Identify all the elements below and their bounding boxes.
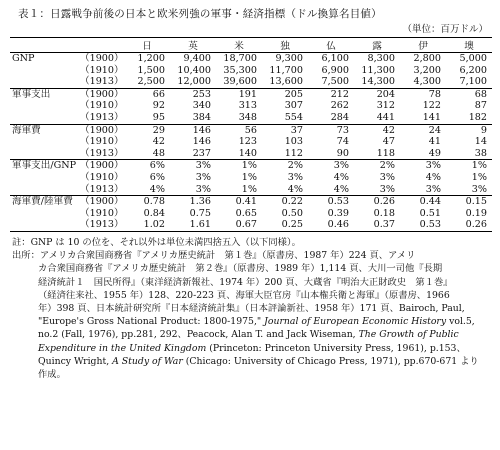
value-cell: 2% <box>354 160 400 172</box>
indicator-name <box>10 65 76 77</box>
source-line: 年）398 頁、日本統計研究所『日本経済統計集』（日本評論新社、1958 年）171 頁、Bairoch, Paul, <box>38 302 465 314</box>
value-cell: 0.50 <box>281 207 303 219</box>
value-cell: 2% <box>262 160 308 172</box>
value-cell: 0.22 <box>262 196 308 208</box>
year-cell: （1900） <box>76 124 124 136</box>
value-cell: 3% <box>195 183 211 195</box>
year-cell: （1913） <box>80 111 124 123</box>
value-cell: 0.51 <box>419 207 441 219</box>
value-cell: 1.02 <box>124 219 170 231</box>
table-row <box>10 100 492 112</box>
value-cell: 554 <box>284 111 303 123</box>
year-cell: （1910） <box>80 64 124 76</box>
header-italy: 伊 <box>400 38 446 53</box>
value-cell: 3% <box>425 183 441 195</box>
value-cell: 12,000 <box>177 76 211 88</box>
year-cell: （1900） <box>76 160 124 172</box>
value-cell: 0.41 <box>216 196 262 208</box>
year-cell: （1913） <box>80 147 124 159</box>
year-cell: （1910） <box>80 171 124 183</box>
value-cell: 1% <box>446 160 492 172</box>
value-cell: 0.15 <box>446 196 492 208</box>
source-line: （経済往来社、1955 年）128、220-223 頁、海軍大臣官房『山本権兵衛と海軍』（原書房、1966 <box>38 289 450 301</box>
value-cell: 1% <box>241 171 257 183</box>
source-line <box>12 342 496 355</box>
value-cell: 78 <box>400 88 446 100</box>
value-cell: 3% <box>379 171 395 183</box>
indicator-name: 軍事支出 <box>10 88 76 100</box>
value-cell: 37 <box>262 124 308 136</box>
value-cell: 6,200 <box>459 64 487 76</box>
value-cell: 441 <box>376 111 395 123</box>
value-cell: 122 <box>422 100 441 112</box>
value-cell: 42 <box>152 136 165 148</box>
value-cell: 313 <box>238 100 257 112</box>
value-cell: 5,000 <box>459 53 487 64</box>
table-row <box>10 184 492 196</box>
indicator-name <box>10 219 76 231</box>
indicator-name <box>10 76 76 88</box>
value-cell: 0.53 <box>308 196 354 208</box>
source-text: "Europe's Gross National Product: 1800-1975," <box>38 316 265 328</box>
value-cell: 3% <box>308 160 354 172</box>
value-cell: 66 <box>124 88 170 100</box>
value-cell: 112 <box>284 147 303 159</box>
value-cell: 0.65 <box>235 207 257 219</box>
value-cell: 4% <box>149 183 165 195</box>
indicator-name: 海軍費 <box>10 124 76 136</box>
value-cell: 1.61 <box>170 219 216 231</box>
value-cell: 0.78 <box>124 196 170 208</box>
value-cell: 0.44 <box>400 196 446 208</box>
value-cell: 48 <box>152 147 165 159</box>
source-line: 出所：アメリカ合衆国商務省『アメリカ歴史統計 第１巻』（原書房、1987 年）224 頁、アメリ <box>12 250 416 262</box>
value-cell: 205 <box>262 88 308 100</box>
value-cell: 8,300 <box>367 53 395 64</box>
source-text: (Princeton: Princeton University Press, 1961), p.153、 <box>206 342 466 354</box>
value-cell: 1,500 <box>137 64 165 76</box>
value-cell: 24 <box>400 124 446 136</box>
header-row <box>10 38 492 53</box>
value-cell: 1,200 <box>137 53 165 64</box>
indicator-group <box>10 88 492 124</box>
indicator-name: 軍事支出/GNP <box>12 160 77 172</box>
value-cell: 4,300 <box>413 76 441 88</box>
table-row <box>10 88 492 100</box>
value-cell: 73 <box>308 124 354 136</box>
value-cell: 35,300 <box>223 64 257 76</box>
value-cell: 87 <box>474 100 487 112</box>
value-cell: 1% <box>241 183 257 195</box>
value-cell: 146 <box>192 136 211 148</box>
value-cell: 340 <box>192 100 211 112</box>
value-cell: 2,500 <box>137 76 165 88</box>
indicator-group <box>10 196 492 232</box>
source-line: 作成。 <box>38 368 66 380</box>
value-cell: 123 <box>238 136 257 148</box>
value-cell: 3,200 <box>413 64 441 76</box>
value-cell: 56 <box>216 124 262 136</box>
year-cell: （1900） <box>80 53 124 64</box>
indicator-table <box>10 37 492 232</box>
indicator-name <box>10 112 76 124</box>
indicator-name: 海軍費/陸軍費 <box>10 196 76 208</box>
value-cell: 11,300 <box>361 64 395 76</box>
book-title: The Growth of Public <box>358 329 459 341</box>
value-cell: 9 <box>446 124 492 136</box>
value-cell: 7,100 <box>459 76 487 88</box>
indicator-name: GNP <box>12 53 35 64</box>
year-cell: （1913） <box>80 76 124 88</box>
indicator-group <box>10 124 492 160</box>
source-text: no.2 (Fall, 1976), pp.281, 292、Peacock, Alan T. and Jack Wiseman, <box>38 329 359 341</box>
journal-title: Journal of European Economic History <box>264 316 447 328</box>
header-germany: 独 <box>262 38 308 53</box>
value-cell: 0.37 <box>354 219 400 231</box>
value-cell: 90 <box>336 147 349 159</box>
value-cell: 3% <box>379 183 395 195</box>
indicator-name <box>10 136 76 148</box>
table-row <box>10 172 492 184</box>
header-blank <box>10 38 76 53</box>
header-usa: 米 <box>216 38 262 53</box>
indicator-group <box>10 160 492 196</box>
value-cell: 6% <box>149 171 165 183</box>
header-britain: 英 <box>170 38 216 53</box>
source-line <box>12 328 496 341</box>
value-cell: 204 <box>354 88 400 100</box>
value-cell: 95 <box>152 111 165 123</box>
year-cell: （1913） <box>76 219 124 231</box>
value-cell: 0.46 <box>308 219 354 231</box>
table-row <box>10 219 492 231</box>
value-cell: 47 <box>382 136 395 148</box>
value-cell: 0.39 <box>327 207 349 219</box>
value-cell: 42 <box>354 124 400 136</box>
table-row <box>10 208 492 220</box>
book-title: A Study of War <box>112 355 183 367</box>
value-cell: 13,600 <box>269 76 303 88</box>
value-cell: 10,400 <box>177 64 211 76</box>
value-cell: 92 <box>152 100 165 112</box>
value-cell: 3% <box>287 171 303 183</box>
year-cell: （1910） <box>80 207 124 219</box>
header-france: 仏 <box>308 38 354 53</box>
value-cell: 0.19 <box>465 207 487 219</box>
source-text: vol.5, <box>446 316 475 328</box>
value-cell: 3% <box>195 171 211 183</box>
value-cell: 7,500 <box>321 76 349 88</box>
value-cell: 0.67 <box>216 219 262 231</box>
indicator-name <box>10 148 76 160</box>
value-cell: 0.18 <box>373 207 395 219</box>
value-cell: 312 <box>376 100 395 112</box>
value-cell: 118 <box>376 147 395 159</box>
value-cell: 6,900 <box>321 64 349 76</box>
value-cell: 0.25 <box>262 219 308 231</box>
year-cell: （1913） <box>80 183 124 195</box>
value-cell: 4% <box>333 171 349 183</box>
value-cell: 212 <box>308 88 354 100</box>
value-cell: 2,800 <box>413 53 441 64</box>
value-cell: 11,700 <box>269 64 303 76</box>
table-row <box>10 112 492 124</box>
value-cell: 4% <box>287 183 303 195</box>
indicator-group <box>10 53 492 89</box>
value-cell: 1% <box>471 171 487 183</box>
table-row <box>10 76 492 88</box>
value-cell: 237 <box>192 147 211 159</box>
book-title: Expenditure in the United Kingdom <box>38 342 207 354</box>
indicator-name <box>10 100 76 112</box>
value-cell: 9,400 <box>183 53 211 64</box>
source-line <box>12 355 496 368</box>
value-cell: 307 <box>284 100 303 112</box>
value-cell: 6% <box>124 160 170 172</box>
value-cell: 0.75 <box>189 207 211 219</box>
value-cell: 3% <box>400 160 446 172</box>
table-row <box>10 196 492 208</box>
value-cell: 1.36 <box>170 196 216 208</box>
table-row <box>10 136 492 148</box>
value-cell: 191 <box>216 88 262 100</box>
value-cell: 0.84 <box>143 207 165 219</box>
value-cell: 49 <box>428 147 441 159</box>
table-row <box>10 124 492 136</box>
value-cell: 141 <box>422 111 441 123</box>
indicator-name <box>10 172 76 184</box>
table-row <box>10 65 492 77</box>
value-cell: 3% <box>170 160 216 172</box>
value-cell: 38 <box>474 147 487 159</box>
source-text: Quincy Wright, <box>38 355 113 367</box>
year-cell: （1910） <box>80 100 124 112</box>
value-cell: 74 <box>336 136 349 148</box>
value-cell: 14 <box>474 136 487 148</box>
value-cell: 0.26 <box>354 196 400 208</box>
value-cell: 39,600 <box>223 76 257 88</box>
value-cell: 348 <box>238 111 257 123</box>
table-row <box>10 148 492 160</box>
source-line <box>12 315 496 328</box>
value-cell: 384 <box>192 111 211 123</box>
value-cell: 14,300 <box>361 76 395 88</box>
header-russia: 露 <box>354 38 400 53</box>
table-row <box>10 53 492 65</box>
year-cell: （1910） <box>80 136 124 148</box>
footnote: 註：GNP は 10 の位を、それ以外は単位未満四捨五入（以下同様）。 <box>12 236 301 248</box>
source-text: (Chicago: University of Chicago Press, 1971), pp.670-671 より <box>182 355 479 367</box>
value-cell: 68 <box>446 88 492 100</box>
table-row <box>10 160 492 172</box>
value-cell: 1% <box>216 160 262 172</box>
value-cell: 4% <box>425 171 441 183</box>
unit-label: （単位：百万ドル） <box>402 24 488 35</box>
value-cell: 18,700 <box>223 53 257 64</box>
year-cell: （1900） <box>76 88 124 100</box>
value-cell: 4% <box>333 183 349 195</box>
notes-section <box>10 236 496 381</box>
header-blank <box>76 38 124 53</box>
value-cell: 262 <box>330 100 349 112</box>
table-title: 表１：日露戦争前後の日本と欧米列強の軍事・経済指標（ドル換算名目値） <box>18 8 382 20</box>
value-cell: 0.26 <box>446 219 492 231</box>
value-cell: 103 <box>284 136 303 148</box>
value-cell: 3% <box>471 183 487 195</box>
value-cell: 9,300 <box>275 53 303 64</box>
indicator-name <box>10 208 76 220</box>
value-cell: 6,100 <box>321 53 349 64</box>
indicator-name <box>10 184 76 196</box>
value-cell: 146 <box>170 124 216 136</box>
source-line: カ合衆国商務省『アメリカ歴史統計 第２巻』（原書房、1989 年）1,114 頁、大川一司他『長期 <box>38 263 443 275</box>
value-cell: 41 <box>428 136 441 148</box>
header-japan: 日 <box>124 38 170 53</box>
value-cell: 182 <box>468 111 487 123</box>
value-cell: 29 <box>124 124 170 136</box>
value-cell: 140 <box>238 147 257 159</box>
header-austria: 墺 <box>446 38 492 53</box>
value-cell: 253 <box>170 88 216 100</box>
value-cell: 284 <box>330 111 349 123</box>
value-cell: 0.53 <box>400 219 446 231</box>
year-cell: （1900） <box>76 196 124 208</box>
source-line: 経済統計１ 国民所得』（東洋経済新報社、1974 年）200 頁、大蔵省『明治大正財政史 第１巻』 <box>38 276 453 288</box>
